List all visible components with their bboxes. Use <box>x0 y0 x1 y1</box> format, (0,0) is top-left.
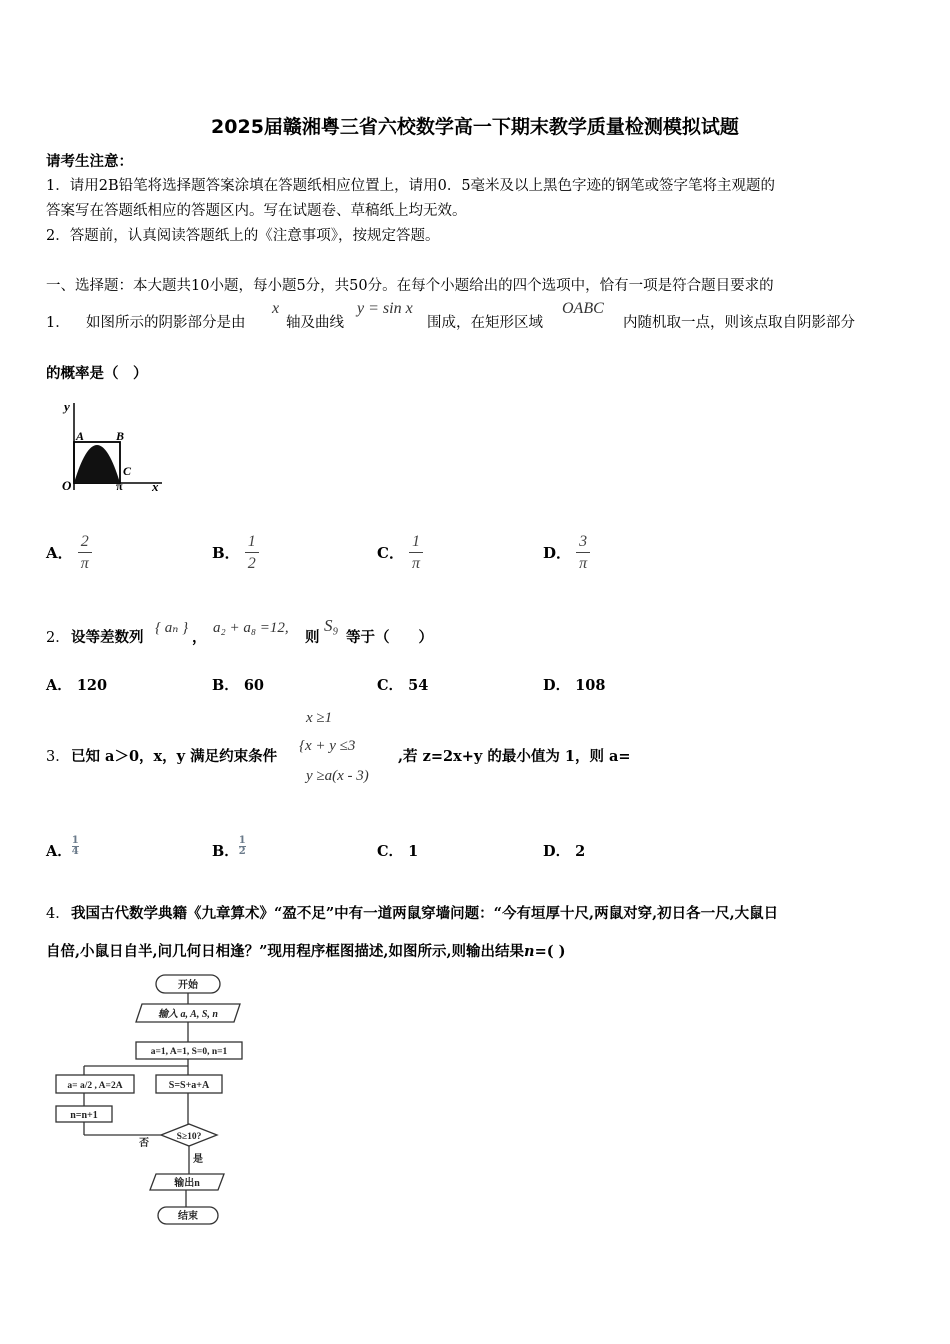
q1-option-c[interactable] <box>377 532 423 575</box>
q1-number: 1． <box>46 315 70 331</box>
option-label: B． <box>212 843 239 860</box>
q3-option-c[interactable] <box>377 840 418 864</box>
q3-constraint-1: x ≥1 <box>306 710 333 726</box>
q1-option-b[interactable] <box>212 532 259 575</box>
option-label: A． <box>46 544 73 562</box>
q2-option-b[interactable] <box>212 674 264 698</box>
q1-text-e: 的概率是（ ） <box>46 365 148 382</box>
option-value: 54 <box>408 677 429 694</box>
shaded-region <box>74 445 120 483</box>
page-title: 2025届赣湘粤三省六校数学高一下期末教学质量检测模拟试题 <box>211 116 739 138</box>
q4-number: 4． <box>46 906 70 922</box>
fig-label-c: C <box>123 464 132 478</box>
option-label: A． <box>46 677 72 694</box>
q2-math-s9: S₉ <box>324 616 339 635</box>
q2-option-c[interactable] <box>377 674 428 698</box>
fig-label-x: x <box>152 479 159 494</box>
option-label: B． <box>212 677 239 694</box>
fig-label-y: y <box>64 399 70 414</box>
option-label: C． <box>377 544 404 562</box>
frac-num: 1 <box>409 532 423 553</box>
option-fraction <box>239 836 246 857</box>
frac-num: 1 <box>238 834 246 846</box>
option-value: 1 <box>408 843 419 860</box>
flow-cond-text: S≥10? <box>176 1132 202 1142</box>
q1-text-a: 如图所示的阴影部分是由 <box>86 315 246 331</box>
q1-math-region: OABC <box>562 300 604 317</box>
frac-den: π <box>579 555 588 572</box>
q3-option-b[interactable] <box>212 834 246 864</box>
notice-line-1: 1．请用2B铅笔将选择题答案涂填在答题纸相应位置上，请用0．5毫米及以上黑色字迹的钢笔或签字笔将主观题的 <box>46 178 776 194</box>
q2-option-d[interactable] <box>543 674 605 698</box>
flow-input-text: 输入 a, A, S, n <box>158 1009 218 1020</box>
q3-text-b: ,若 z=2x+y 的最小值为 1，则 a= <box>398 748 631 765</box>
q1-text-b: 轴及曲线 <box>286 315 344 331</box>
flow-start-text: 开始 <box>178 980 198 991</box>
flow-sum-text: S=S+a+A <box>168 1080 210 1091</box>
q2-separator: ， <box>192 629 207 646</box>
frac-den: π <box>412 555 421 572</box>
flow-no-label: 否 <box>139 1138 149 1149</box>
q3-option-d[interactable] <box>543 840 585 864</box>
frac-num: 2 <box>78 532 92 553</box>
option-fraction <box>78 532 92 575</box>
q1-math-x: x <box>272 300 280 317</box>
notice-line-1b: 答案写在答题纸相应的答题区内。写在试题卷、草稿纸上均无效。 <box>46 203 467 219</box>
flow-output-text: 输出n <box>174 1178 200 1189</box>
notice-line-2: 2．答题前，认真阅读答题纸上的《注意事项》，按规定答题。 <box>46 228 440 244</box>
q4-line-1: 我国古代数学典籍《九章算术》“盈不足”中有一道两鼠穿墙问题：“今有垣厚十尺,两鼠对穿,初日各一尺,大鼠日 <box>71 905 779 922</box>
q1-text-c: 围成，在矩形区域 <box>427 315 543 331</box>
q1-option-d[interactable] <box>543 532 590 575</box>
q3-constraint-3: y ≥a(x - 3) <box>306 768 369 784</box>
notice-heading: 请考生注意： <box>46 153 133 170</box>
option-label: B． <box>212 544 240 562</box>
option-fraction <box>245 532 259 575</box>
frac-den: π <box>80 555 89 572</box>
q4-line-2b: =( ) <box>534 943 566 960</box>
option-fraction <box>72 836 79 857</box>
section-heading: 一、选择题：本大题共10小题，每小题5分，共50分。在每个小题给出的四个选项中，恰有一项是符合题目要求的 <box>46 278 774 294</box>
option-label: D． <box>543 843 571 860</box>
frac-den: 4 <box>71 845 79 857</box>
q3-constraint-2: {x + y ≤3 <box>299 738 356 754</box>
option-fraction <box>409 532 423 575</box>
flow-yes-label: 是 <box>193 1154 203 1165</box>
flow-update-text: a= a/2 , A=2A <box>67 1081 123 1091</box>
q1-text-d: 内随机取一点，则该点取自阴影部分 <box>623 315 855 331</box>
option-value: 108 <box>575 677 606 694</box>
fig-label-a: A <box>76 429 85 443</box>
q4-var-n: n <box>524 943 535 960</box>
flow-end-text: 结束 <box>178 1211 198 1222</box>
flow-init-text: a=1, A=1, S=0, n=1 <box>150 1047 228 1057</box>
q4-line-2 <box>46 940 566 964</box>
q1-figure <box>44 395 174 510</box>
q1-math-curve: y = sin x <box>357 300 413 317</box>
fig-label-pi: π <box>116 479 123 493</box>
q2-math-cond: a₂ + a₈ =12, <box>213 620 289 636</box>
frac-num: 1 <box>245 532 259 553</box>
fig-label-o: O <box>62 478 72 493</box>
q2-option-a[interactable] <box>46 674 107 698</box>
q3-number: 3． <box>46 749 70 765</box>
option-label: D． <box>543 544 572 562</box>
q2-text-c: 等于（ ） <box>346 629 433 646</box>
fig-label-b: B <box>116 429 125 443</box>
option-label: D． <box>543 677 571 694</box>
q4-line-2a: 自倍,小鼠日自半,问几何日相逢？”现用程序框图描述,如图所示,则输出结果 <box>46 943 525 960</box>
option-value: 120 <box>76 677 108 694</box>
option-fraction <box>576 532 590 575</box>
q2-text-b: 则 <box>305 629 320 646</box>
q2-number: 2． <box>46 630 70 646</box>
frac-num: 3 <box>576 532 590 553</box>
q1-option-a[interactable] <box>46 532 92 575</box>
q2-math-seq: { aₙ } <box>155 620 189 636</box>
option-label: A． <box>46 843 72 860</box>
q3-option-a[interactable] <box>46 834 79 864</box>
option-label: C． <box>377 677 404 694</box>
q3-text-a: 已知 a＞0，x，y 满足约束条件 <box>71 748 278 765</box>
q4-flowchart <box>44 968 256 1230</box>
flow-inc-text: n=n+1 <box>70 1110 98 1121</box>
frac-den: 2 <box>247 555 256 572</box>
frac-den: 2 <box>238 845 246 857</box>
option-value: 60 <box>243 677 265 694</box>
frac-num: 1 <box>71 834 79 846</box>
option-value: 2 <box>575 843 586 860</box>
option-label: C． <box>377 843 404 860</box>
q2-text-a: 设等差数列 <box>71 629 144 646</box>
